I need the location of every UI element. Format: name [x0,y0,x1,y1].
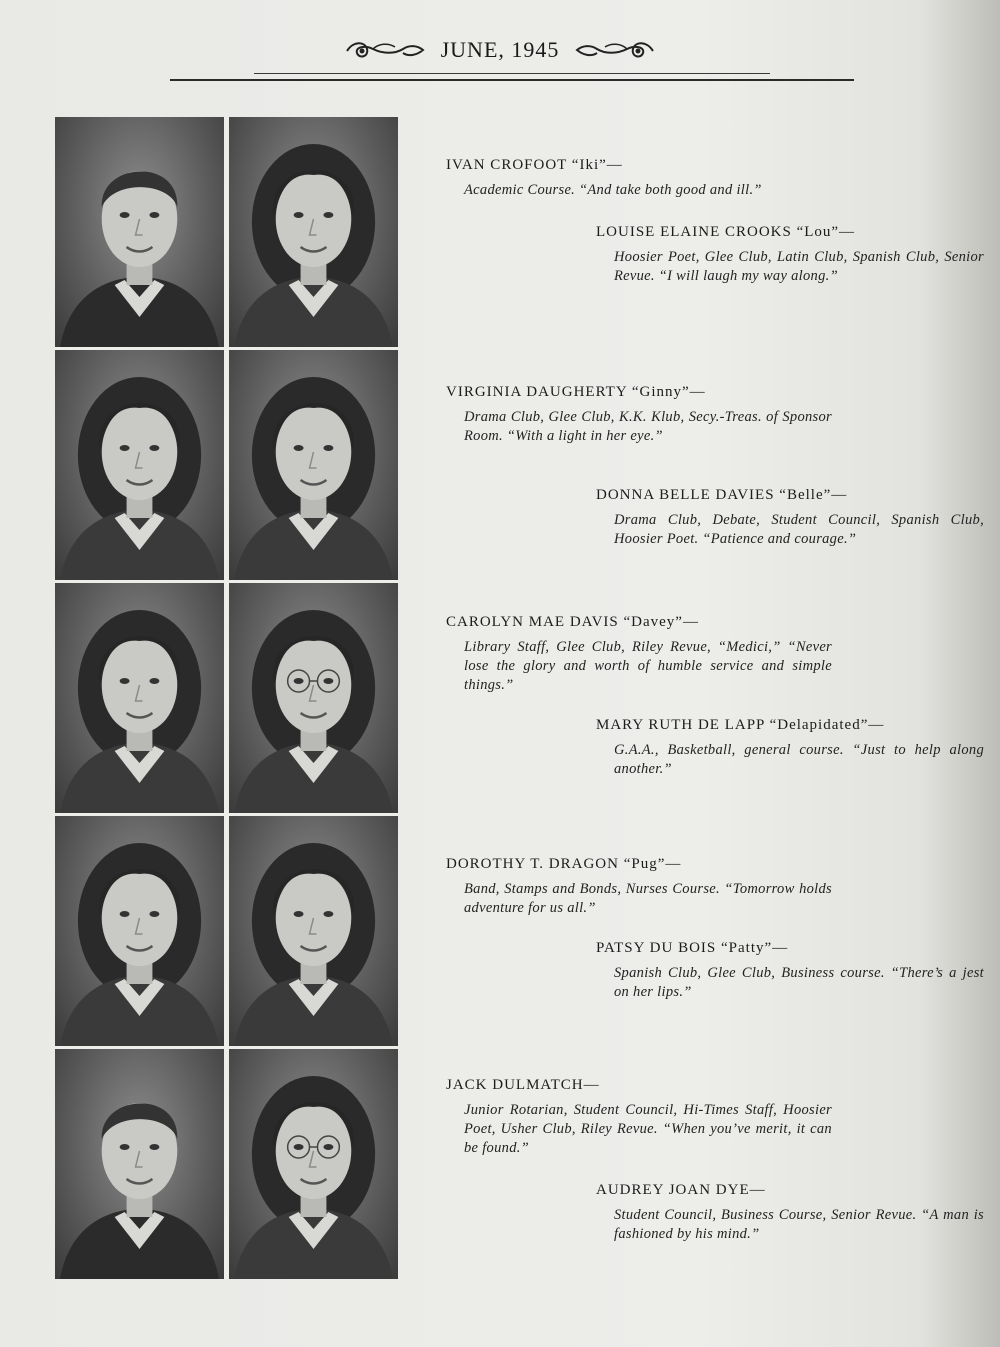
student-portrait [229,816,398,1046]
student-portrait [229,350,398,580]
senior-entry [446,1075,832,1158]
student-name: CAROLYN MAE DAVIS “Davey”— [446,614,699,630]
senior-entry [596,1180,984,1244]
student-name: DOROTHY T. DRAGON “Pug”— [446,856,682,872]
page-header [0,30,1000,70]
portrait-grid [55,117,398,1279]
senior-entry [596,222,984,286]
student-description: Band, Stamps and Bonds, Nurses Course. “Tomorrow holds adventure for us all.” [464,881,832,916]
student-name: DONNA BELLE DAVIES “Belle”— [596,487,848,503]
student-description: Academic Course. “And take both good and ill.” [464,182,762,198]
student-portrait [55,117,224,347]
scroll-ornament-icon [573,37,657,63]
student-portrait [229,117,398,347]
student-description: Junior Rotarian, Student Council, Hi-Times Staff, Hoosier Poet, Usher Club, Riley Revue. “When you’ve merit, it can be found.” [464,1102,832,1156]
student-description: Spanish Club, Glee Club, Business course. “There’s a jest on her lips.” [614,965,984,1000]
student-description: Hoosier Poet, Glee Club, Latin Club, Spanish Club, Senior Revue. “I will laugh my way along.” [614,249,984,284]
student-name: LOUISE ELAINE CROOKS “Lou”— [596,224,856,240]
student-name: VIRGINIA DAUGHERTY “Ginny”— [446,384,706,400]
senior-entry [596,485,984,549]
senior-entry [446,382,832,446]
student-portrait [229,1049,398,1279]
student-description: Student Council, Business Course, Senior Revue. “A man is fashioned by his mind.” [614,1207,984,1242]
page-title: JUNE, 1945 [440,37,560,62]
student-portrait [55,350,224,580]
senior-entry [446,854,832,918]
student-description: Drama Club, Debate, Student Council, Spanish Club, Hoosier Poet. “Patience and courage.” [614,512,984,547]
senior-entry [596,715,984,779]
student-name: AUDREY JOAN DYE— [596,1182,766,1198]
student-description: G.A.A., Basketball, general course. “Just to help along another.” [614,742,984,777]
header-rule-thin [254,73,770,74]
scroll-ornament-icon [343,37,427,63]
student-description: Drama Club, Glee Club, K.K. Klub, Secy.-Treas. of Sponsor Room. “With a light in her eye.” [464,409,832,444]
student-name: MARY RUTH DE LAPP “Delapidated”— [596,717,885,733]
senior-entry [446,155,832,200]
senior-entry [596,938,984,1002]
student-description: Library Staff, Glee Club, Riley Revue, “Medici,” “Never lose the glory and worth of humble service and simple things.” [464,639,832,693]
student-portrait [55,816,224,1046]
student-portrait [229,583,398,813]
student-portrait [55,1049,224,1279]
student-name: PATSY DU BOIS “Patty”— [596,940,789,956]
student-name: IVAN CROFOOT “Iki”— [446,157,623,173]
header-rule-thick [170,79,854,81]
student-portrait [55,583,224,813]
student-name: JACK DULMATCH— [446,1077,600,1093]
senior-entry [446,612,832,695]
